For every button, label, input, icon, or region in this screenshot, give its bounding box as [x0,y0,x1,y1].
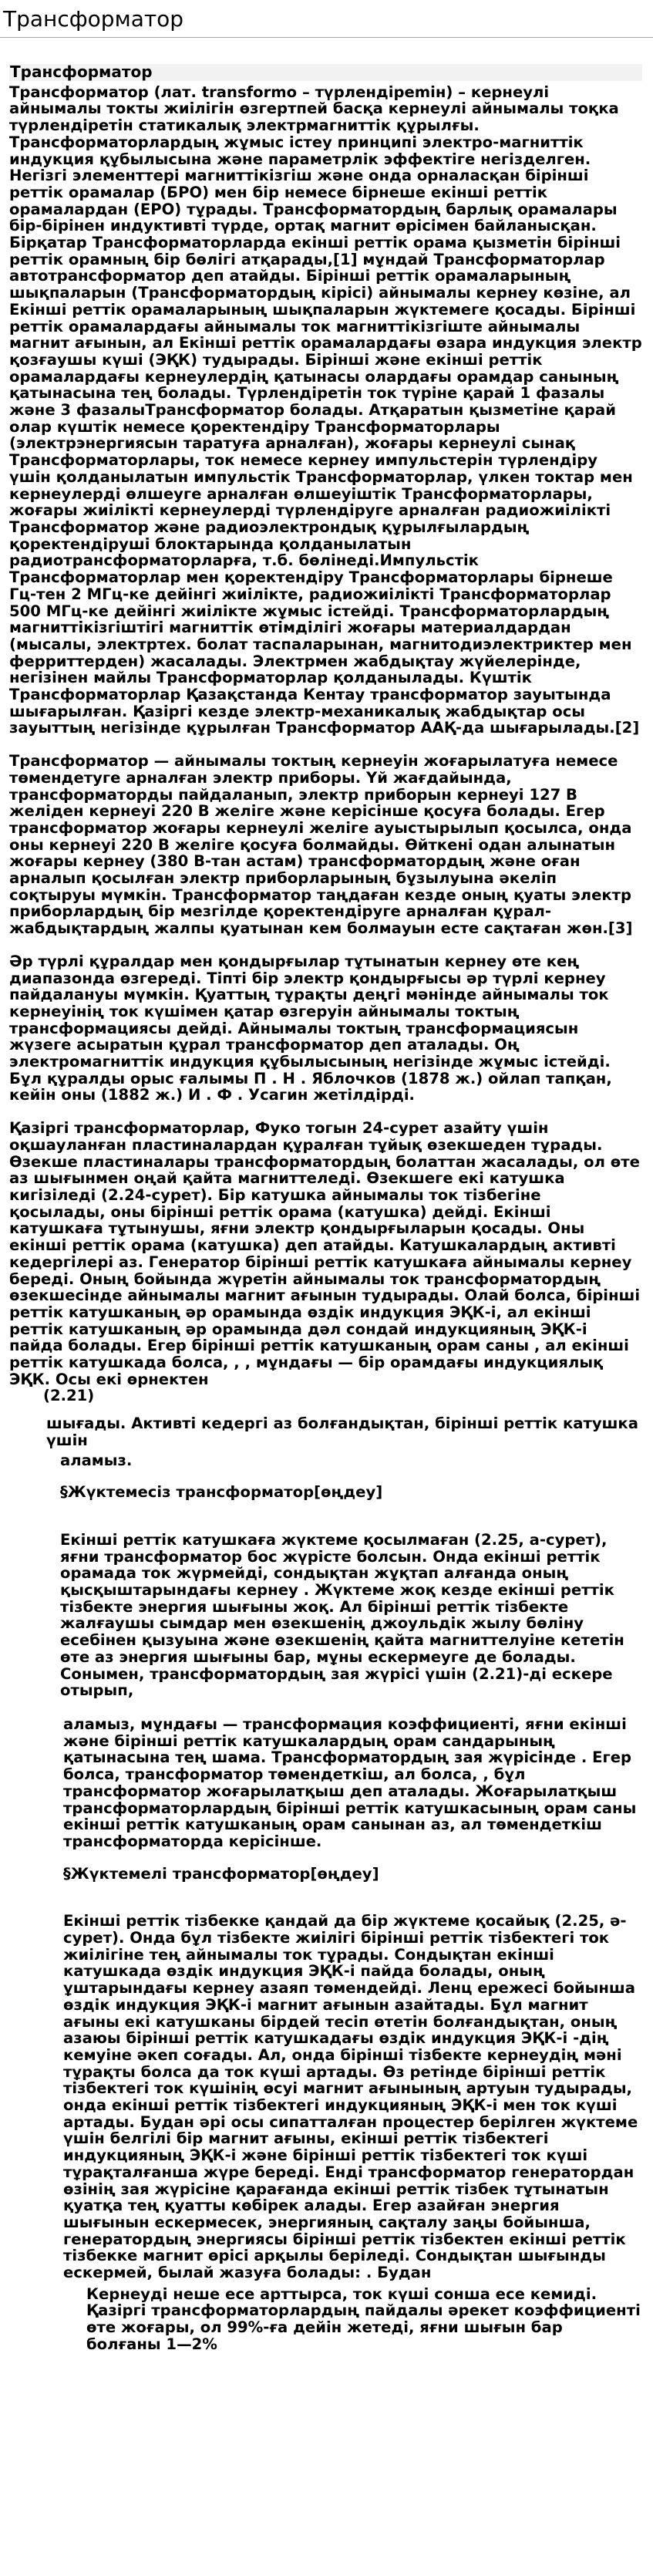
section-heading-loaded: §Жүктемелі трансформатор[өңдеу] [63,1864,379,1883]
paragraph-loaded: Екінші реттік тізбекке қандай да бір жүктеме қосайық (2.25, ә-сурет). Онда бұл тізбекте жиілігі бірінші реттік тізбектегі ток жиілігіне тең айнымалы ток тұрады. Сондықтан екінші катушкада өздік индукция ЭҚК-і пайда болады, оның ұштарындағы кернеу азаяп төмендейді. Ленц ережесі бойынша өздік индукция ЭҚК-і магнит ағынын азайтады. Бұл магнит ағыны екі катушканы бірдей тесіп өтетін болғандықтан, оның азаюы бірінші реттік катушкадағы өздік индукция ЭҚК-і -дің кемуіне әкеп соғады. Ал, онда бірінші тізбекте кернеудің мәні тұрақты болса да ток күші артады. Өз ретінде бірінші реттік тізбектегі ток күшінің өсуі магнит ағынының артуын тудырады, онда екінші реттік тізбектегі индукцияның ЭҚК-і мен ток күші артады. Будан әрі осы сипатталған процестер берілген жүктеме үшін белгілі бір магнит ағыны, екінші реттік тізбектегі индукцияның ЭҚК-і және бірінші реттік тізбектегі ток күші тұрақталғанша жүре береді. Енді трансформатор генератордан өзінің зая жүрісіне қарағанда екінші реттік тізбек тұтынатын қуатқа тең қуатты көбірек алады. Егер азайған энергия шығынын ескермесек, энергияның сақталу заңы бойынша, генератордың энергиясы бірінші реттік тізбектен екінші реттік тізбекке магнит өрісі арқылы беріледі. Сондықтан шығынды ескермей, былай жазуға болады: . Будан [63,1912,638,2282]
paragraph-efficiency: Кернеуді неше есе арттырса, ток күші сонша есе кемиді. Қазіргі трансформаторлардың пайдалы әрекет коэффициенті өте жоғары, ол 99%-ға дейін жетеді, яғни шығын бар болғаны 1—2% [86,2284,641,2353]
title-divider [0,37,653,38]
article-heading: Трансформатор [9,64,642,81]
paragraph-get: аламыз. [60,1451,133,1469]
section-heading-no-load: §Жүктемесіз трансформатор[өңдеу] [60,1483,383,1502]
paragraph-ratio: аламыз, мұндағы — трансформация коэффициенті, яғни екінші және бірінші реттік катушкалардың орам сандарының қатынасына тең шама. Трансформатордың зая жүрісінде . Егер болса, трансформатор төмендеткіш, ал болса, , бұл трансформатор жоғарылатқыш деп аталады. Жоғарылатқыш трансформаторлардың бірінші реттік катушкасының орам саны екінші реттік катушканың орам санынан аз, ал төмендеткіш трансформаторда керісінше. [63,1715,637,1850]
paragraph-transformation: Әр түрлі құралдар мен қондырғылар тұтынатын кернеу өте кең диапазонда өзгереді. Тіпті бір электр қондырғысы әр түрлі кернеу пайдалануы мүмкін. Қуаттың тұрақты деңгі мәнінде айнымалы ток кернеуінің ток күшімен қатар өзгеруін айнымалы токтың трансформациясы дейді. Айнымалы токтың трансформациясын жүзеге асыратын құрал трансформатор деп аталады. Оң электромагниттік индукция құбылысының негізінде жұмыс істейді. Бұл құралды орыс ғалымы П . Н . Яблочков (1878 ж.) ойлап тапқан, кейін оны (1882 ж.) И . Ф . Усагин жетілдірді. [9,952,612,1104]
paragraph-no-load: Екінші реттік катушкаға жүктеме қосылмаған (2.25, а-сурет), яғни трансформатор бос жүрісте болсын. Онда екінші реттік орамада ток жүрмейді, сондықтан жұқтап алғанда оның қысқыштарындағы кернеу . Жүктеме жоқ кезде екінші реттік тізбекте энергия шығыны жоқ. Ал бірінші реттік тізбекте жалғаушы сымдар мен өзекшенің джоульдік жылу бөліну есебінен қызуына және өзекшенің қайта магниттелуіне кететін өте аз энергия шығыны бар, мұны ескермеуге де болады. Сонымен, трансформатордың зая жүрісі үшін (2.21)-ді ескере отырып, [60,1530,624,1700]
paragraph-active-resistance: шығады. Активті кедергі аз болғандықтан, бірінші реттік катушка үшін [46,1414,638,1449]
article-body [0,64,653,2353]
paragraph-construction: Қазіргі трансформаторлар, Фуко тогын 24-сурет азайту үшін оқшауланған пластиналардан құралған тұйық өзекшеден тұрады. Өзекше пластиналары трансформатордың болаттан жасалады, ол өте аз шығынмен оңай қайта магниттеледі. Өзекшеге екі катушка кигізіледі (2.24-сурет). Бір катушка айнымалы ток тізбегіне қосылады, оны бірінші реттік орама (катушка) дейді. Екінші катушкаға тұтынушы, яғни электр қондырғыларын қосады. Оны екінші реттік орама (катушка) деп атайды. Катушкалардың активті кедергілері аз. Генератор бірінші реттік катушкаға айнымалы кернеу береді. Оның бойында жүретін айнымалы ток трансформатордың өзекшесінде айнымалы магнит ағынын тудырады. Олай болса, бірінші реттік катушканың әр орамында өздік индукция ЭҚК-і, ал екінші реттік катушканың әр орамында дәл сондай индукцияның ЭҚК-і пайда болады. Егер бірінші реттік катушканың орам саны , ал екінші реттік катушкада болса, , , мұндағы — бір орамдағы индукциялық ЭҚК. Осы екі өрнектен [9,1119,641,1388]
equation-number: (2.21) [43,1387,95,1405]
page-title: Трансформатор [3,6,184,32]
paragraph-intro: Трансформатор (лат. transformo – түрлендірemін) – кернеулі айнымалы токты жиілігін өзгертпей басқа кернеулі айнымалы тоқка түрлендіретін статикалық электрмагниттік құрылғы. Трансформаторлардың жұмыс істеу принципі электро-магниттік индукция құбылысына және параметрлік эффектіге негізделген. Негізгі элементтері магниттікізгіш және онда орналасқан бірінші реттік орамалар (БРО) мен бір немесе бірнеше екінші реттік орамалардан (ЕРО) тұрады. Трансформатордың барлық орамалары бір-бірінен индуктивті түрде, ортақ магнит өрісімен байланысқан. Бірқатар Трансформаторларда екінші реттік орама қызметін бірінші реттік орамның бір бөлігі атқарады,[1] мұндай Трансформаторлар автотрансформатор деп атайды. Бірінші реттік орамаларының шықпаларын (Трансформатордың кірісі) айнымалы кернеу көзіне, ал Екінші реттік орамаларының шықпаларын жүктемеге қосады. Бірінші реттік орамалардағы айнымалы ток магниттікізгіште айнымалы магнит ағынын, ал Екінші реттік орамалардағы өзара индукция электр қозғаушы күші (ЭҚК) тудырады. Бірінші және екінші реттік орамалардағы кернеулердің қатынасы олардағы орамдар санының қатынасына тең болады. Түрлендіретін ток түріне қарай 1 фазалы және 3 фазалыТрансформатор болады. Атқаратын қызметіне қарай олар күштік немесе қоректендіру Трансформаторлары (электрэнергиясын таратуға арналған), жоғары кернеулі сынақ Трансформаторлары, ток немесе кернеу импульстерін түрлендіру үшін қолданылатын импульстік Трансформаторлар, үлкен токтар мен кернеулердi өлшеуге арналған өлшеуіштік Трансформаторлары, жоғары жиілікті кернеулерді түрлендіруге арналған радиожиілікті Трансформатор және радиоэлектрондық құрылғылардың қоректендіруші блоктарында қолданылатын радиотрансформаторларға, т.б. бөлінеді.Импульстік Трансформаторлар мен қоректендіру Трансформаторлары бірнеше Гц-тен 2 МГц-ке дейінгі жиілікте, радиожиілікті Трансформаторлар 500 МГц-ке дейінгі жиілікте жұмыс істейді. Трансформаторлардың магниттікізгіштігі магниттік өтімділігі жоғары материалдардан (мысалы, электртех. болат таспаларынан, магнитодиэлектриктер мен ферриттерден) жасалады. Электрмен жабдықтау жүйелерінде, негізінен майлы Трансформаторлар қолданылады. Күштік Трансформаторлар Қазақстанда Кентау трансформатор зауытында шығарылған. Қазіргі кезде электр-механикалық жабдықтар осы зауыттың негізінде құрылған Трансформатор ААҚ-да шығарылады.[2] [9,83,642,737]
paragraph-voltage-device: Трансформатор — айнымалы токтың кернеуін жоғарылатуға немесе төмендетуге арналған электр приборы. Үй жағдайында, трансформаторды пайдаланып, электр приборын кернеуі 127 В желіден кернеуі 220 В желіге және керісінше қосуға болады. Егер трансформатор жоғары кернеулі желіге ауыстырылып қосылса, онда оны кернеуі 220 В желіге қосуға болмайды. Өйткені одан алынатын жоғары кернеу (380 В-тан астам) трансформатордың және оған арналып қосылған электр приборларының бұзылуына әкеліп соқтыруы мүмкін. Трансформатор таңдаған кезде оның қуаты электр приборлардың бір мезгілде қоректендіруге арналған құрал-жабдықтардың жалпы қуатынан кем болмауын есте сақтаған жөн.[3] [9,752,633,938]
